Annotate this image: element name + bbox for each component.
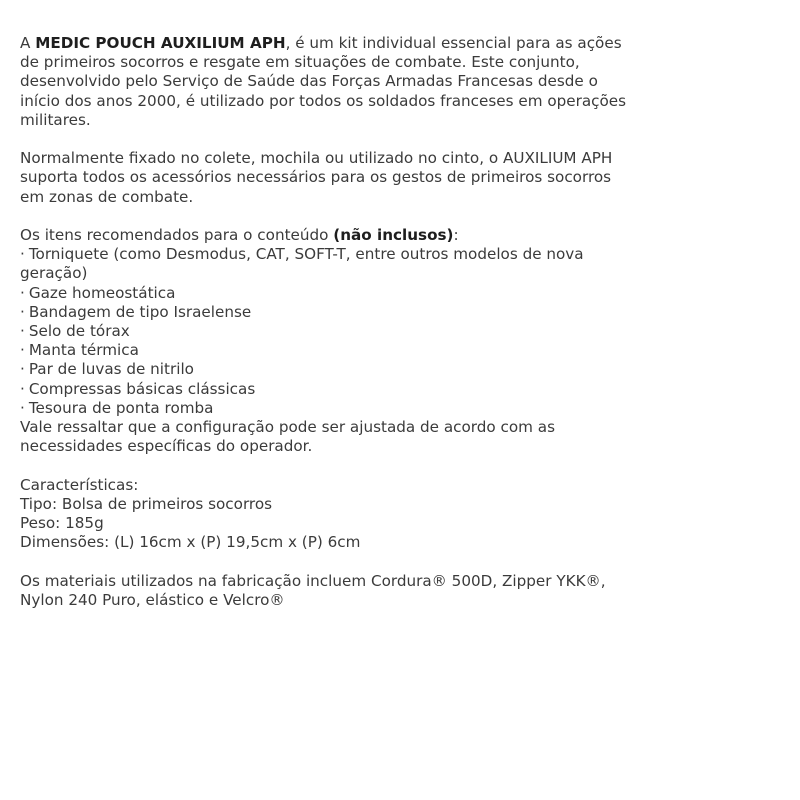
product-description [20, 34, 640, 610]
usage-paragraph: Normalmente fixado no colete, mochila ou utilizado no cinto, o AUXILIUM APH suporta todos os acessórios necessários para os gestos de primeiros socorros em zonas de combate. [20, 149, 613, 206]
bullet-icon: · [20, 379, 25, 398]
intro-paragraph [20, 34, 640, 130]
paragraph-spacer [20, 130, 640, 149]
contents-intro [20, 226, 640, 245]
contents-intro-text: Os itens recomendados para o conteúdo [20, 226, 334, 244]
list-item-text: Tesoura de ponta romba [28, 398, 214, 417]
list-item-text: Manta térmica [28, 341, 139, 360]
list-item-text: Selo de tórax [28, 322, 130, 341]
bullet-icon: · [20, 322, 25, 341]
intro-text: , é um kit individual essencial para as ações de primeiros socorros e resgate em situações de combate. Este conjunto, desenvolvido pelo Serviço de Saúde das Forças Armadas Francesas desde o início dos anos 2000, é utilizado por todos os soldados franceses em operações militares. [20, 34, 627, 129]
list-item [20, 284, 640, 303]
list-item [20, 341, 640, 360]
bullet-icon: · [20, 341, 25, 360]
list-item [20, 399, 640, 418]
list-item [20, 303, 640, 322]
list-item [20, 245, 640, 283]
bullet-icon: · [20, 398, 25, 417]
list-item-text: Compressas básicas clássicas [28, 379, 256, 398]
paragraph-spacer [20, 207, 640, 226]
bullet-icon: · [20, 245, 25, 264]
spec-type: Tipo: Bolsa de primeiros socorros [20, 494, 273, 513]
spec-weight: Peso: 185g [20, 514, 104, 533]
paragraph-spacer [20, 456, 640, 475]
recommended-items-list [20, 245, 640, 418]
product-name: MEDIC POUCH AUXILIUM APH [35, 34, 286, 52]
contents-intro-suffix: : [453, 226, 459, 244]
materials-paragraph: Os materiais utilizados na fabricação incluem Cordura® 500D, Zipper YKK®, Nylon 240 Puro, elástico e Velcro® [20, 571, 606, 609]
list-item [20, 322, 640, 341]
bullet-icon: · [20, 302, 25, 321]
bullet-icon: · [20, 283, 25, 302]
paragraph-spacer [20, 552, 640, 571]
intro-prefix: A [20, 34, 36, 52]
specs-heading: Características: [20, 475, 139, 494]
not-included-label: (não inclusos) [333, 226, 454, 244]
list-item-text: Bandagem de tipo Israelense [28, 302, 252, 321]
list-item [20, 380, 640, 399]
list-item-text: Par de luvas de nitrilo [28, 360, 194, 379]
spec-dimensions: Dimensões: (L) 16cm x (P) 19,5cm x (P) 6cm [20, 533, 361, 552]
list-item [20, 360, 640, 379]
configuration-note: Vale ressaltar que a configuração pode ser ajustada de acordo com as necessidades específicas do operador. [20, 418, 556, 456]
list-item-text: Gaze homeostática [28, 283, 176, 302]
bullet-icon: · [20, 360, 25, 379]
list-item-text: Torniquete (como Desmodus, CAT, SOFT-T, entre outros modelos de nova geração) [20, 245, 584, 283]
